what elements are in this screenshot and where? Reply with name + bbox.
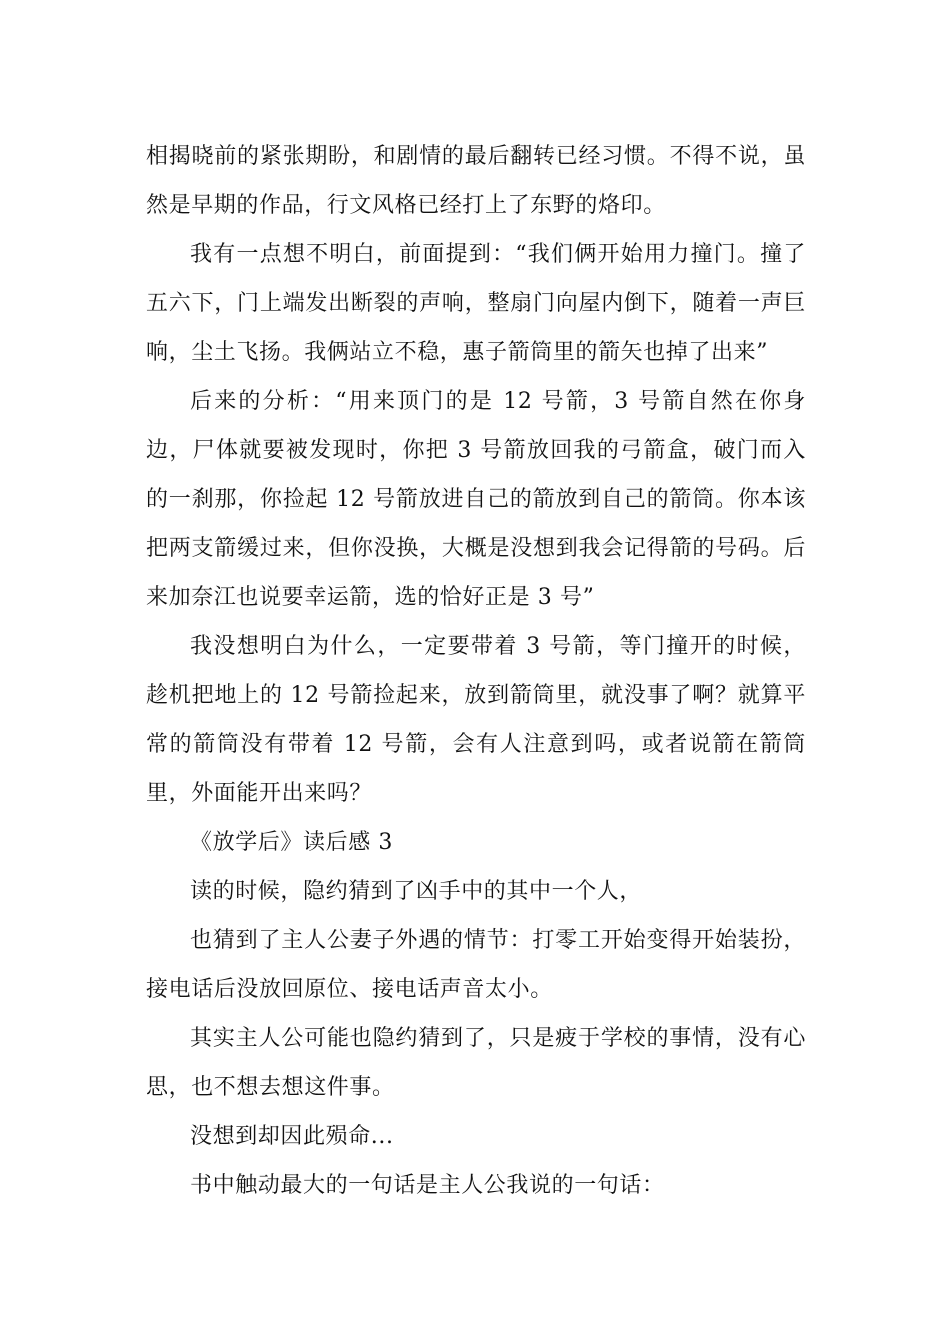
paragraph-6: 也猜到了主人公妻子外遇的情节：打零工开始变得开始装扮，接电话后没放回原位、接电话声音太小。: [146, 928, 806, 1002]
document-body: [146, 132, 806, 1210]
paragraph-2: 我有一点想不明白，前面提到：“我们俩开始用力撞门。撞了五六下，门上端发出断裂的声响，整扇门向屋内倒下，随着一声巨响，尘土飞扬。我俩站立不稳，惠子箭筒里的箭矢也掉了出来”: [146, 242, 806, 365]
paragraph-3: 后来的分析：“用来顶门的是 12 号箭，3 号箭自然在你身边，尸体就要被发现时，你把 3 号箭放回我的弓箭盒，破门而入的一刹那，你捡起 12 号箭放进自己的箭放到自己的箭筒。你本该把两支箭缓过来，但你没换，大概是没想到我会记得箭的号码。后来加奈江也说要幸运箭，选的恰好正是 3 号”: [146, 389, 806, 610]
paragraph-8: 没想到却因此殒命...: [190, 1124, 394, 1149]
paragraph-9: 书中触动最大的一句话是主人公我说的一句话：: [190, 1173, 665, 1198]
paragraph-1: 相揭晓前的紧张期盼，和剧情的最后翻转已经习惯。不得不说，虽然是早期的作品，行文风格已经打上了东野的烙印。: [146, 144, 806, 218]
paragraph-4: 我没想明白为什么，一定要带着 3 号箭，等门撞开的时候，趁机把地上的 12 号箭捡起来，放到箭筒里，就没事了啊？就算平常的箭筒没有带着 12 号箭，会有人注意到吗，或者说箭在箭筒里，外面能开出来吗？: [146, 634, 806, 806]
paragraph-5: 读的时候，隐约猜到了凶手中的其中一个人，: [190, 879, 643, 904]
paragraph-7: 其实主人公可能也隐约猜到了，只是疲于学校的事情，没有心思，也不想去想这件事。: [146, 1026, 806, 1100]
section-heading: 《放学后》读后感 3: [190, 830, 393, 855]
